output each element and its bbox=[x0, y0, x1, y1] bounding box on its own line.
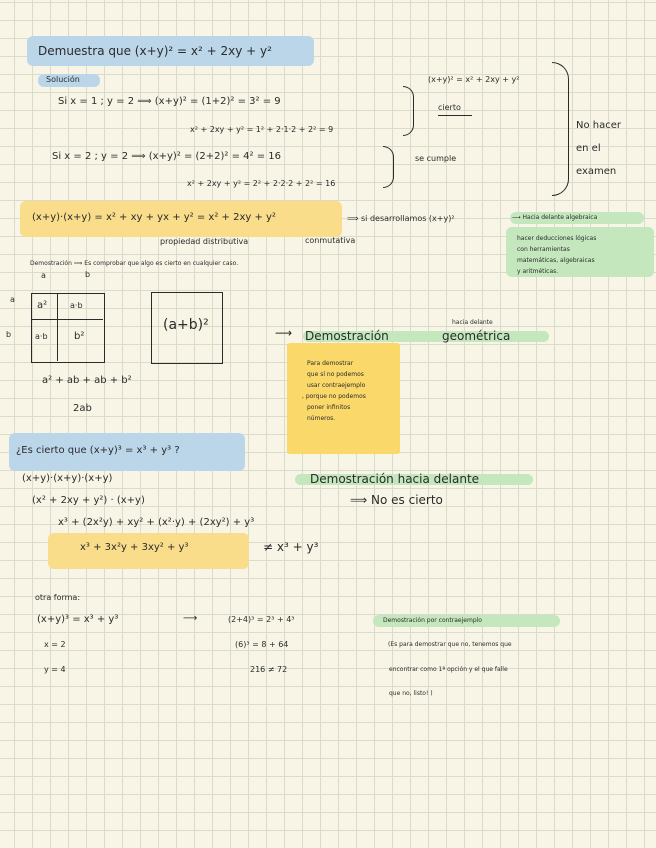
sticky-3: usar contraejemplo bbox=[307, 382, 366, 389]
conclusion: ⟹ No es cierto bbox=[350, 493, 443, 507]
develop-note: ⟹ si desarrollamos (x+y)² bbox=[347, 214, 455, 223]
cell-a2: a² bbox=[37, 300, 48, 311]
demo-label: Demostración bbox=[305, 329, 389, 343]
cube-l2: (x² + 2xy + y²) · (x+y) bbox=[32, 495, 145, 506]
label-a-top: a bbox=[41, 271, 46, 280]
example-2: Si x = 2 ; y = 2 ⟹ (x+y)² = (2+2)² = 4² = 16 bbox=[52, 151, 282, 162]
other-eq: (x+y)³ = x³ + y³ bbox=[37, 614, 119, 625]
green-note-3: matemáticas, algebraicas bbox=[517, 257, 595, 264]
contra-text-2: encontrar como 1ª opción y el que falle bbox=[389, 666, 508, 673]
result-eq: 216 ≠ 72 bbox=[250, 665, 288, 674]
two-ab: 2ab bbox=[73, 403, 92, 414]
prop-distributiva: propiedad distributiva bbox=[160, 237, 249, 246]
example-1b: x² + 2xy + y² = 1² + 2·1·2 + 2² = 9 bbox=[190, 125, 334, 134]
cube-l1: (x+y)·(x+y)·(x+y) bbox=[22, 473, 113, 484]
brace-1 bbox=[403, 86, 414, 136]
split-h bbox=[31, 319, 103, 320]
top-right-formula: (x+y)² = x² + 2xy + y² bbox=[428, 75, 520, 84]
sticky-4: , porque no podemos bbox=[302, 393, 366, 400]
no-hacer-1: No hacer bbox=[576, 120, 622, 131]
green-note-2: con herramientas bbox=[517, 246, 570, 253]
solucion-label: Solución bbox=[46, 75, 80, 84]
cube-l4: x³ + 3x²y + 3xy² + y³ bbox=[80, 542, 189, 553]
example-1: Si x = 1 ; y = 2 ⟹ (x+y)² = (1+2)² = 3² = 9 bbox=[58, 96, 281, 107]
other-arrow: ⟶ bbox=[183, 613, 198, 624]
sticky-5: poner infinitos bbox=[307, 404, 351, 411]
split-v bbox=[57, 293, 58, 361]
contra-title: Demostración por contraejemplo bbox=[383, 617, 482, 624]
se-cumple-label: se cumple bbox=[415, 154, 457, 163]
calc-eq: (6)³ = 8 + 64 bbox=[235, 640, 289, 649]
page-title: Demuestra que (x+y)² = x² + 2xy + y² bbox=[38, 44, 272, 58]
no-hacer-3: examen bbox=[576, 166, 617, 177]
geom-label: geométrica bbox=[442, 329, 511, 343]
contra-text-3: que no, listo! ) bbox=[389, 690, 433, 697]
demo-title: Demostración hacia delante bbox=[310, 472, 480, 486]
label-b-left: b bbox=[6, 330, 12, 339]
sub-eq: (2+4)³ = 2³ + 4³ bbox=[228, 615, 295, 624]
green-note-4: y aritméticas. bbox=[517, 268, 559, 275]
cell-ab-2: a·b bbox=[35, 332, 48, 341]
cube-l3: x³ + (2x²y) + xy² + (x²·y) + (2xy²) + y³ bbox=[58, 517, 255, 528]
x-value: x = 2 bbox=[44, 640, 66, 649]
conmutativa: conmutativa bbox=[305, 236, 356, 245]
brace-2 bbox=[383, 146, 394, 188]
big-brace bbox=[552, 62, 569, 196]
expansion: (x+y)·(x+y) = x² + xy + yx + y² = x² + 2xy + y² bbox=[32, 212, 276, 223]
sticky-6: números. bbox=[307, 415, 336, 422]
square-label: (a+b)² bbox=[163, 317, 209, 333]
area-sum: a² + ab + ab + b² bbox=[42, 375, 132, 386]
otra-forma: otra forma: bbox=[35, 593, 81, 602]
cell-b2: b² bbox=[74, 331, 85, 342]
cell-ab-1: a·b bbox=[70, 301, 83, 310]
sticky-2: que sí no podemos bbox=[307, 371, 364, 378]
contra-text-1: (Es para demostrar que no, tenemos que bbox=[388, 641, 512, 648]
cube-question: ¿Es cierto que (x+y)³ = x³ + y³ ? bbox=[16, 445, 180, 456]
green-note-1: hacer deducciones lógicas bbox=[517, 235, 597, 242]
cube-neq: ≠ x³ + y³ bbox=[263, 540, 319, 554]
demo-definition: Demostración ⟹ Es comprobar que algo es cierto en cualquier caso. bbox=[30, 260, 239, 267]
hacia-delante: ⟶ Hacia delante algebraica bbox=[512, 214, 598, 221]
geom-small-label: hacia delante bbox=[452, 319, 493, 326]
label-b-top: b bbox=[85, 270, 91, 279]
cierto-underline bbox=[438, 115, 472, 116]
label-a-left: a bbox=[10, 295, 15, 304]
example-2b: x² + 2xy + y² = 2² + 2·2·2 + 2² = 16 bbox=[187, 179, 336, 188]
no-hacer-2: en el bbox=[576, 143, 601, 154]
y-value: y = 4 bbox=[44, 665, 66, 674]
cierto-label: cierto bbox=[438, 103, 461, 112]
sticky-1: Para demostrar bbox=[307, 360, 354, 367]
geom-arrow: ⟶ bbox=[275, 326, 293, 340]
